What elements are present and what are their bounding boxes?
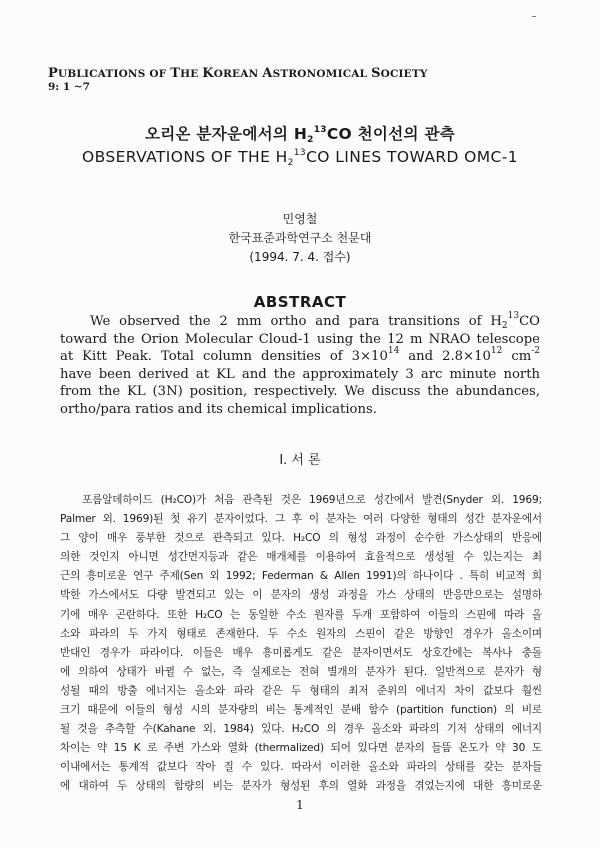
section-heading: I. 서 론	[279, 453, 321, 468]
abstract-body	[60, 313, 540, 419]
journal-name-initial: A	[262, 66, 273, 81]
body-text	[60, 491, 542, 797]
body-line: 기에 매우 곤란하다. 또한 H₂CO 는 동일한 수소 원자를 두개 포함하여 이들의 스핀에 따라 올	[60, 608, 542, 621]
abstract-exponent: 14	[387, 346, 400, 357]
title-korean	[0, 122, 600, 144]
title-superscript: 13	[293, 148, 307, 158]
journal-name	[48, 67, 428, 81]
abstract-line: ortho/para ratios and its chemical implications.	[60, 401, 377, 417]
body-line: 반대인 경우가 파라이다. 이들은 매우 흥미롭게도 같은 분자이면서도 상호간에는 복사나 충돌	[60, 646, 542, 659]
body-line: 포름알데하이드 (H₂CO)가 처음 관측된 것은 1969년으로 성간에서 발견(Snyder 외. 1969;	[82, 494, 542, 506]
body-line: 그 양이 매우 풍부한 것으로 관측되고 있다. H₂CO 의 형성 과정이 순수한 가스상태의 반응에	[60, 532, 542, 545]
title-korean-text: 오리온 분자운에서의 H	[145, 125, 308, 143]
title-subscript: 2	[307, 135, 314, 145]
body-line: 이내에서는 통계적 값보다 작아 질 수 있다. 따라서 이러한 올소와 파라의 상태를 갖는 분자들	[60, 761, 542, 774]
title-english	[0, 148, 600, 166]
title-english-text: CO LINES TOWARD OMC-1	[306, 148, 519, 166]
abstract-line	[60, 348, 540, 366]
received-date: (1994. 7. 4. 접수)	[249, 250, 351, 264]
journal-name-initial: T	[170, 66, 181, 81]
abstract-exponent: -2	[531, 346, 540, 357]
title-korean-text: CO 천이선의 관측	[326, 125, 455, 143]
title-superscript: 13	[313, 125, 327, 135]
abstract-subscript: 2	[501, 321, 508, 331]
abstract-text: and 2.8×10	[399, 349, 491, 365]
journal-name-part: OREAN	[213, 68, 263, 80]
journal-name-part: STRONOMICAL	[272, 68, 372, 80]
journal-name-initial: S	[371, 66, 381, 81]
abstract-text: We observed the 2 mm ortho and para transitions of H	[90, 314, 502, 329]
body-line: Palmer 외. 1969)된 첫 유기 분자이었다. 그 후 이 분자는 여러 다양한 형태의 성간 분자운에서	[60, 513, 542, 526]
body-line: 성될 때의 방출 에너지는 올소와 파라 같은 두 형태의 최저 준위의 에너지 차이 값보다 훨씬	[60, 684, 542, 697]
abstract-line	[60, 313, 540, 331]
body-line: 차이는 약 15 K 로 주변 가스와 열화 (thermalized) 되어 있다면 분자의 들뜸 온도가 약 30 도	[60, 742, 542, 755]
body-line: 에 의하여 상태가 바뀔 수 없는, 즉 실제로는 전혀 별개의 분자가 된다. 일반적으로 분자가 형	[60, 665, 542, 678]
abstract-superscript: 13	[507, 311, 520, 321]
journal-name-part: HE	[180, 68, 203, 80]
author-affiliation: 한국표준과학연구소 천문대	[228, 231, 372, 245]
body-line: 박한 가스에서도 다량 발견되고 있는 이 분자의 생성 과정을 가스 상태의 반응만으로는 설명하	[60, 589, 542, 602]
abstract-text: cm	[502, 349, 532, 365]
scan-mark	[532, 16, 536, 17]
body-line: 크기 때문에 이들의 형성 시의 분자량의 비는 통계적인 분배 함수 (partition function) 의 비로	[60, 704, 542, 717]
abstract-line: from the KL (3N) position, respectively. We discuss the abundances,	[60, 384, 540, 400]
author-name: 민영철	[282, 212, 318, 226]
journal-name-initial: P	[48, 66, 58, 81]
body-line: 소와 파라의 두 가지 형태로 존재한다. 두 수소 원자의 스핀이 같은 방향인 경우가 올소이며	[60, 627, 542, 640]
body-line: 근의 흥미로운 연구 주제(Sen 외 1992; Federman & Allen 1991)의 하나이다 . 특히 비교적 희	[60, 570, 542, 583]
body-line: 될 것을 추측할 수(Kahane 외. 1984) 있다. H₂CO 의 경우 올소와 파라의 기저 상태의 에너지	[60, 723, 542, 736]
body-line: 의한 것인지 아니면 성간먼지등과 같은 매개체를 이용하여 효율적으로 생성될 수 있는지는 최	[60, 551, 542, 564]
journal-name-part: UBLICATIONS OF	[57, 68, 171, 80]
abstract-heading: ABSTRACT	[253, 293, 347, 311]
abstract-line: toward the Orion Molecular Cloud-1 using the 12 m NRAO telescope	[60, 331, 540, 347]
abstract-text: CO	[519, 314, 540, 329]
page-number: 1	[296, 798, 304, 812]
abstract-line: have been derived at KL and the approximately 3 arc minute north	[60, 366, 540, 382]
title-english-text: OBSERVATIONS OF THE H	[81, 148, 288, 166]
journal-name-initial: K	[202, 66, 214, 81]
title-subscript: 2	[287, 158, 294, 168]
volume-pages: 9: 1 ~7	[48, 81, 90, 93]
journal-name-part: OCIETY	[380, 68, 428, 80]
body-line: 에 대하여 두 상태의 함량의 비는 분자가 형성된 후의 열화 과정을 겪었는지에 대한 흥미로운	[60, 780, 542, 793]
abstract-exponent: 12	[490, 346, 503, 357]
abstract-text: at Kitt Peak. Total column densities of 3×10	[60, 349, 388, 365]
